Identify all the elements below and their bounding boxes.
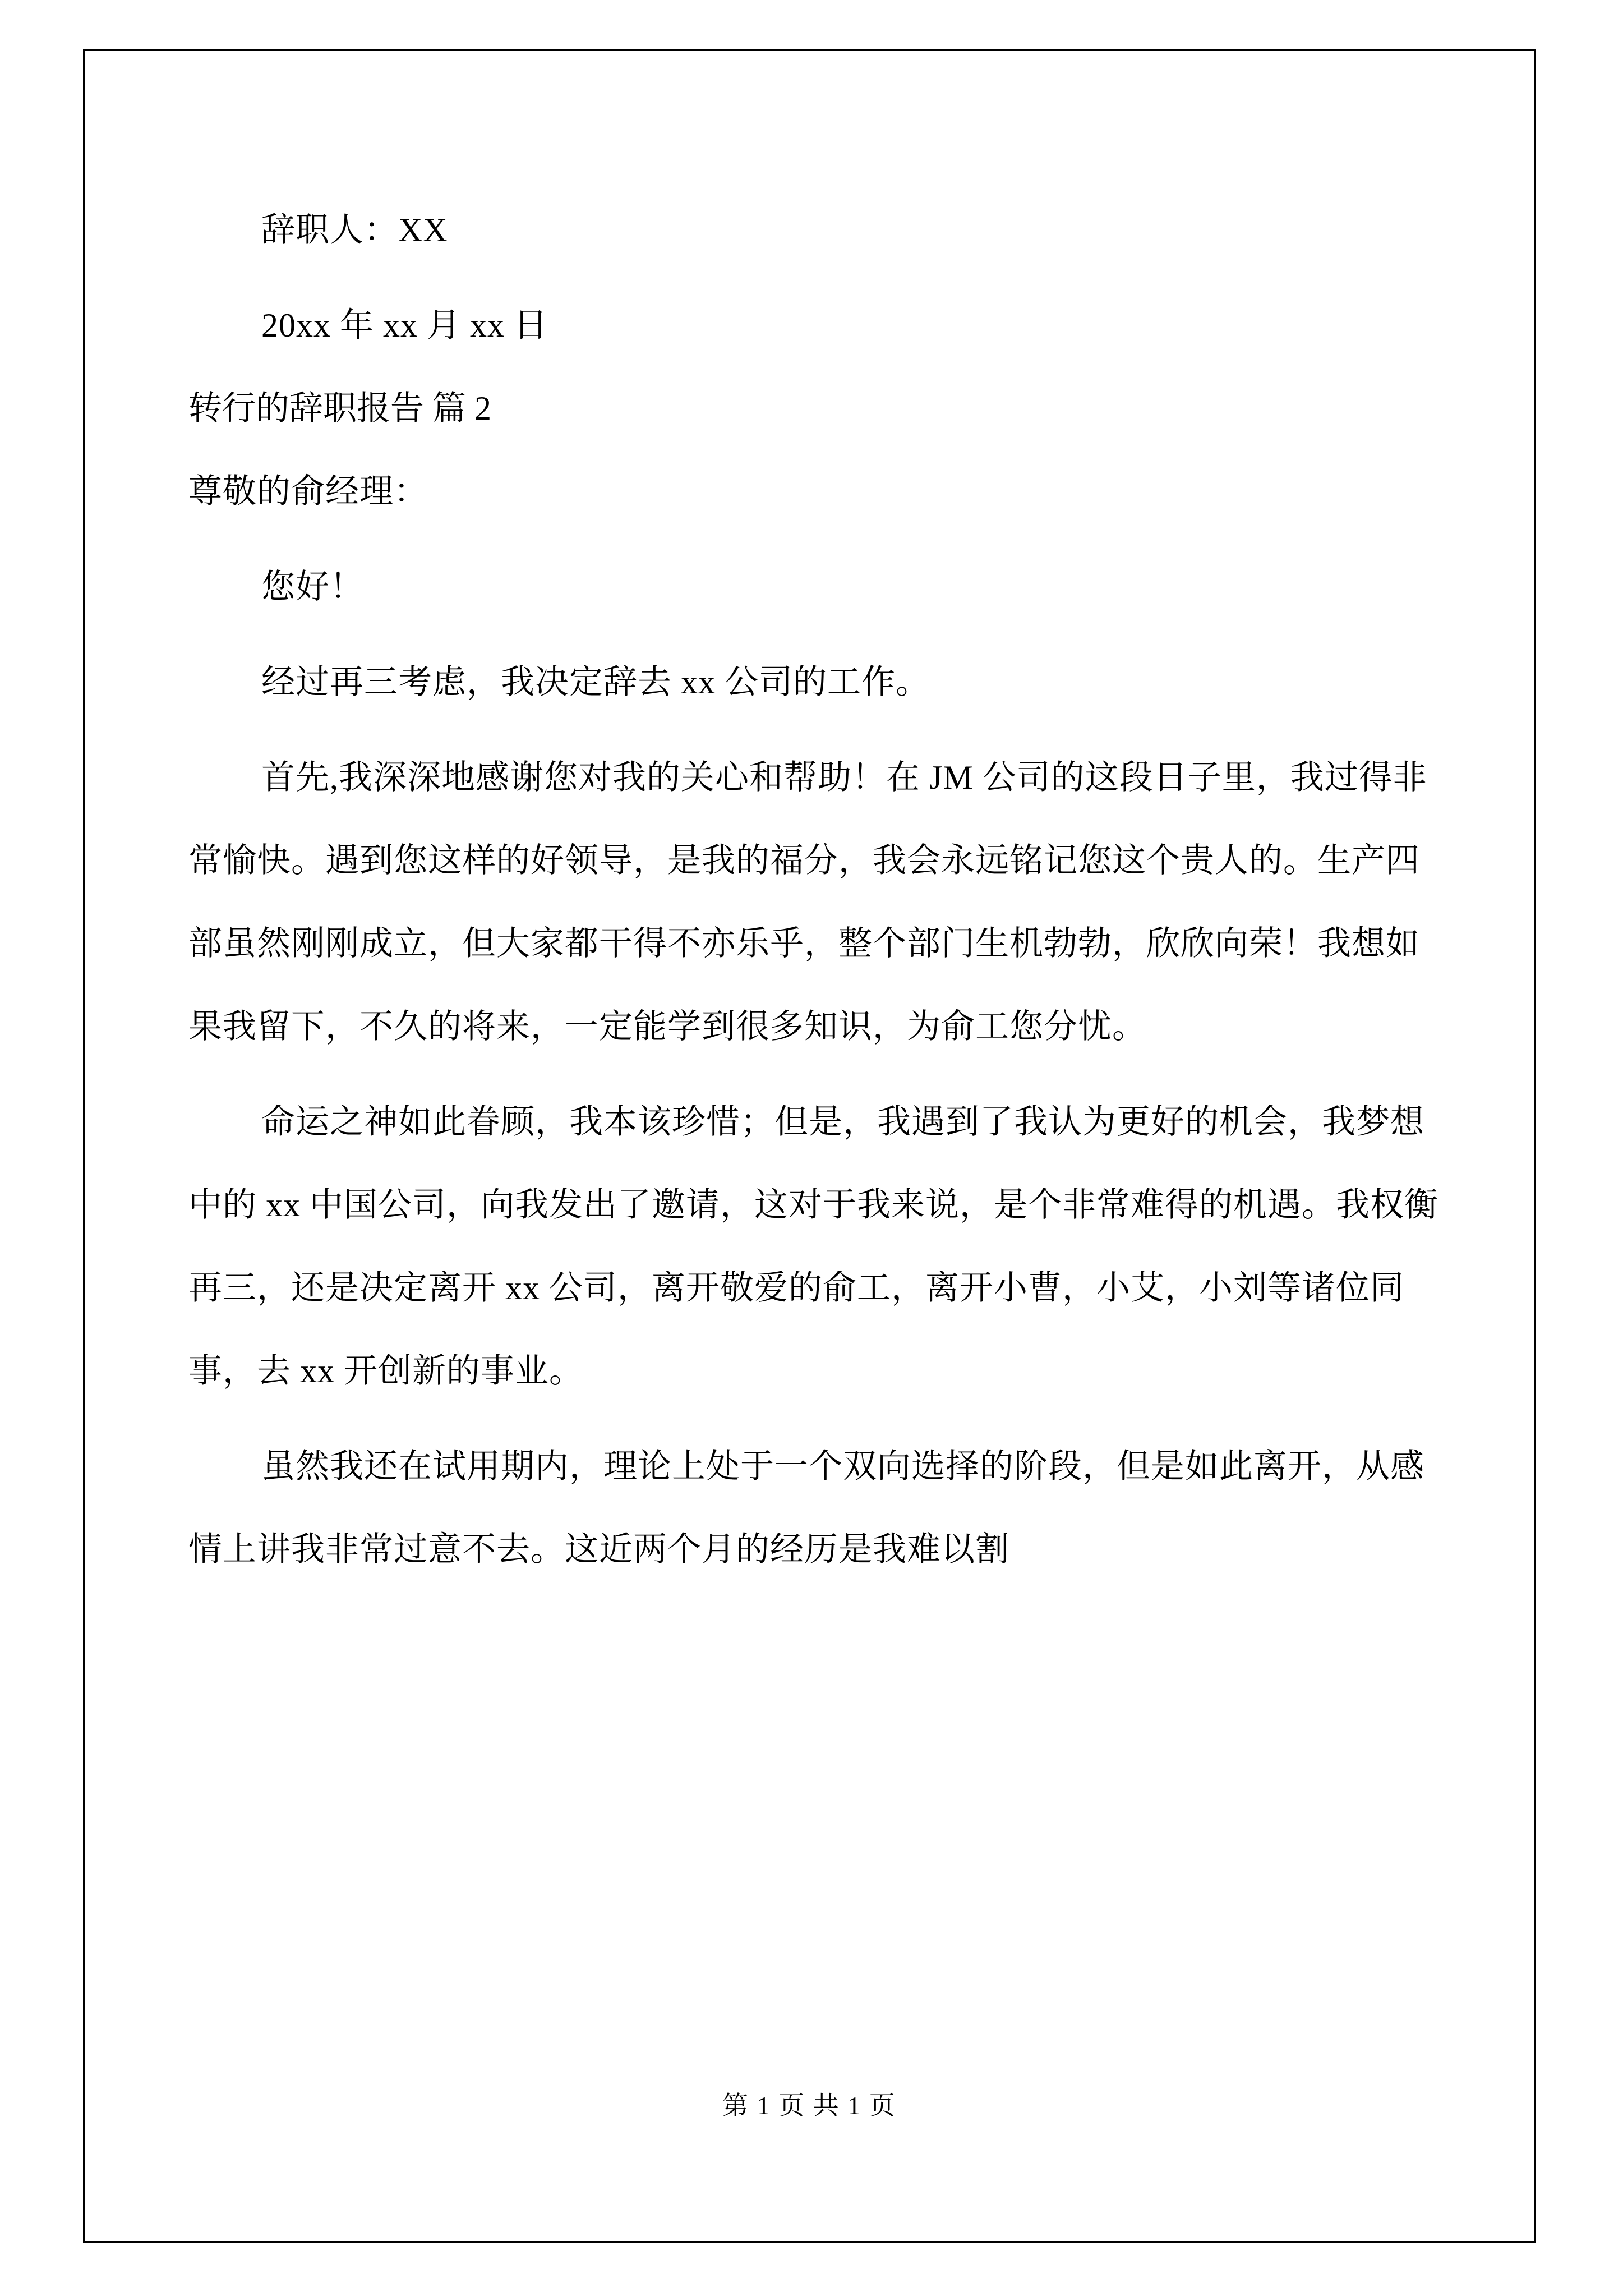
document-page xyxy=(83,49,1536,2243)
paragraph-3: 命运之神如此眷顾，我本该珍惜；但是，我遇到了我认为更好的机会，我梦想中的 xx 中国公司，向我发出了邀请，这对于我来说，是个非常难得的机遇。我权衡再三，还是决定离开 xx 公司，离开敬爱的俞工，离开小曹，小艾，小刘等诸位同事，去 xx 开创新的事业。 xyxy=(188,1103,1438,1389)
salutation-line: 尊敬的俞经理： xyxy=(188,473,428,510)
paragraph-1: 经过再三考虑，我决定辞去 xx 公司的工作。 xyxy=(261,664,930,701)
signature-line: 辞职人：XX xyxy=(261,211,448,249)
paragraph-4: 虽然我还在试用期内，理论上处于一个双向选择的阶段，但是如此离开，从感情上讲我非常过意不去。这近两个月的经历是我难以割 xyxy=(188,1448,1424,1568)
date-line: 20xx 年 xx 月 xx 日 xyxy=(261,307,548,344)
section-heading: 转行的辞职报告 篇 2 xyxy=(188,390,491,427)
paragraph-2: 首先,我深深地感谢您对我的关心和帮助！在 JM 公司的这段日子里，我过得非常愉快。遇到您这样的好领导，是我的福分，我会永远铭记您这个贵人的。生产四部虽然刚刚成立，但大家都干得不亦乐乎，整个部门生机勃勃，欣欣向荣！我想如果我留下，不久的将来，一定能学到很多知识，为俞工您分忧。 xyxy=(188,759,1427,1045)
page-footer: 第 1 页 共 1 页 xyxy=(722,2091,896,2120)
greeting-line: 您好！ xyxy=(261,568,364,605)
document-body xyxy=(188,188,1439,1591)
